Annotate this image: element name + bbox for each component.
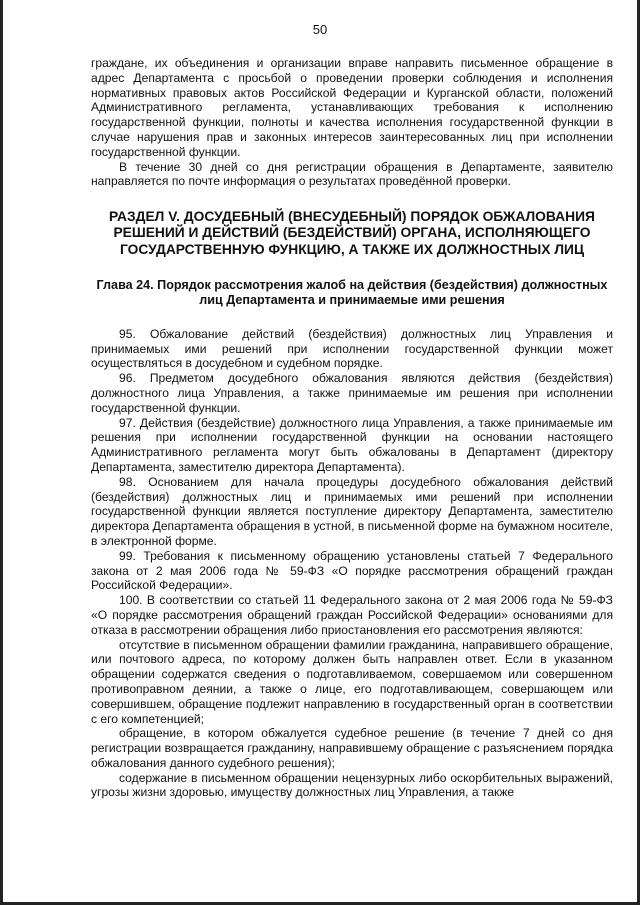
paragraph-99: 99. Требования к письменному обращению установлены статьей 7 Федерального закона от 2 мая 2006 года № 59-ФЗ «О порядке рассмотрения обращений граждан Российской Федерации». — [91, 548, 613, 593]
intro-paragraph: граждане, их объединения и организации вправе направить письменное обращение в адрес Департамента с просьбой о проведении проверки соблюдения и исполнения нормативных правовых актов Российской Федерации и Курганской области, положений Административного регламента, устанавливающих требования к исполнению государственной функции, полноты и качества исполнения государственной функции в случае нарушения прав и законных интересов заинтересованных лиц при исполнении государственной функции. — [91, 56, 613, 159]
document-body — [91, 56, 613, 800]
paragraph-96: 96. Предметом досудебного обжалования являются действия (бездействия) должностного лица Управления, а также принимаемые им решения при исполнении государственной функции. — [91, 371, 613, 415]
section-title: РАЗДЕЛ V. ДОСУДЕБНЫЙ (ВНЕСУДЕБНЫЙ) ПОРЯДОК ОБЖАЛОВАНИЯ РЕШЕНИЙ И ДЕЙСТВИЙ (БЕЗДЕЙСТВИЙ) ОРГАНА, ИСПОЛНЯЮЩЕГО ГОСУДАРСТВЕННУЮ ФУНКЦИЮ, А ТАКЖЕ ИХ ДОЛЖНОСТНЫХ ЛИЦ — [109, 209, 595, 257]
list-item: содержание в письменном обращении нецензурных либо оскорбительных выражений, угрозы жизни здоровью, имуществу должностных лиц Управления, а также — [91, 770, 613, 800]
page-number: 50 — [312, 22, 328, 37]
list-item: отсутствие в письменном обращении фамилии гражданина, направившего обращение, или почтового адреса, по которому должен быть направлен ответ. Если в указанном обращении содержатся сведения о подготавливаемом, совершаемом или совершенном противоправном деянии, а также о лице, его подготавливающем, совершающем или совершившем, обращение подлежит направлению в государственный орган в соответствии с его компетенцией; — [91, 637, 613, 726]
paragraph-100: 100. В соответствии со статьей 11 Федерального закона от 2 мая 2006 года № 59-ФЗ «О порядке рассмотрения обращений граждан Российской Федерации» основаниями для отказа в рассмотрении обращения либо приостановления его рассмотрения являются: — [91, 593, 613, 637]
paragraph-98: 98. Основанием для начала процедуры досудебного обжалования действий (бездействия) должностных лиц и принимаемых ими решений при исполнении государственной функции является поступление директору Департамента, заместителю директора Департамента обращения в устной, в письменной форме на бумажном носителе, в электронной форме. — [91, 474, 613, 548]
list-item: обращение, в котором обжалуется судебное решение (в течение 7 дней со дня регистрации возвращается гражданину, направившему обращение с разъяснением порядка обжалования данного судебного решения); — [91, 726, 613, 770]
paragraph-97: 97. Действия (бездействие) должностного лица Управления, а также принимаемые им решения при исполнении государственной функции на основании настоящего Административного регламента могут быть обжалованы в Департамент (директору Департамента, заместителю директора Департамента). — [91, 415, 613, 474]
chapter-title: Глава 24. Порядок рассмотрения жалоб на действия (бездействия) должностных лиц Департамента и принимаемые ими решения — [96, 277, 608, 308]
intro-paragraph: В течение 30 дней со дня регистрации обращения в Департаменте, заявителю направляется по почте информация о результатах проведённой проверки. — [91, 159, 613, 189]
paragraph-95: 95. Обжалование действий (бездействия) должностных лиц Управления и принимаемых ими решений при исполнении государственной функции может осуществляться в досудебном и судебном порядке. — [91, 326, 613, 371]
